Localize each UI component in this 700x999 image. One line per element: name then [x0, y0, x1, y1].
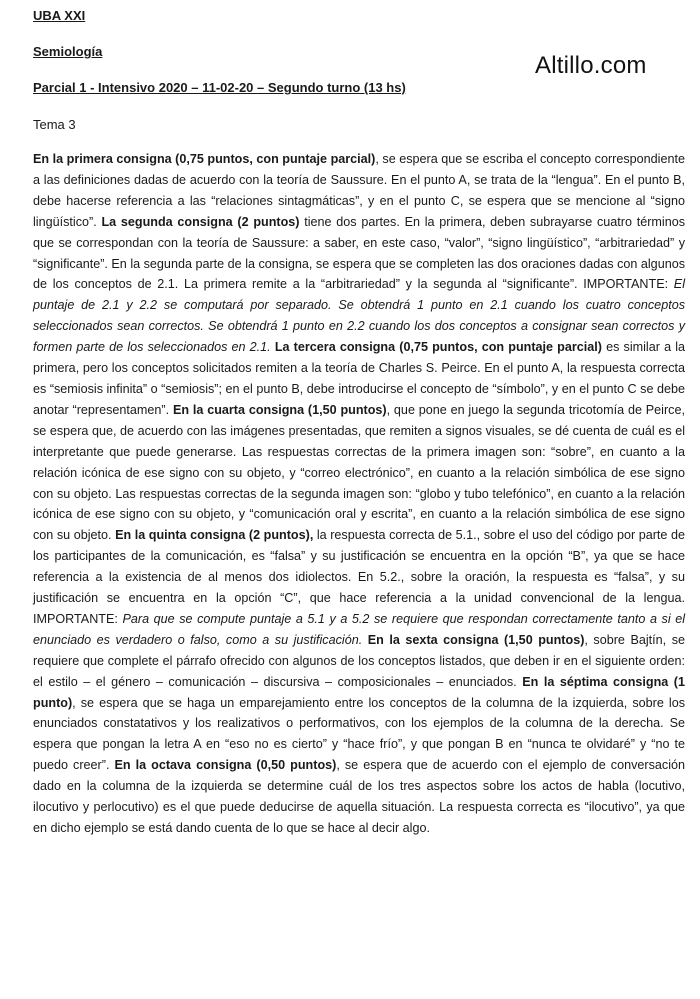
- consigna-7-text: , se espera que se haga un emparejamiento entre los conceptos de la columna de la izquierda, sobre los enunciados constatativos y los realizativos o performativos, con los ejemplos de la columna de la derecha. Se espera que pongan la letra A en “eso no es cierto” y “hace frío”, y que pongan B en “nunca te olvidaré” y “no te puedo creer”.: [33, 695, 685, 773]
- consigna-1-heading: En la primera consigna (0,75 puntos, con puntaje parcial): [33, 152, 376, 166]
- consigna-5-text: la respuesta correcta de 5.1., sobre el uso del código por parte de los participantes de la comunicación, es “falsa” y su justificación se encuentra en la opción “B”, ya que se hace referencia a la existencia de al menos dos idiolectos. En 5.2., sobre la oración, la respuesta es “falsa”, y su justificación se encuentra en la opción “C”, que hace referencia a la unidad convencional de la lengua. IMPORTANTE:: [33, 528, 685, 626]
- consigna-2-heading: La segunda consigna (2 puntos): [101, 214, 300, 229]
- consigna-5-heading: En la quinta consigna (2 puntos),: [115, 528, 314, 543]
- consigna-5-important-note: Para que se compute puntaje a 5.1 y a 5.2 se requiere que respondan correctamente tanto a si el enunciado es verdadero o falso, como a su justificación.: [33, 611, 685, 647]
- consigna-3-heading: La tercera consigna (0,75 puntos, con puntaje parcial): [274, 340, 602, 355]
- header-subject: Semiología: [33, 44, 103, 59]
- consigna-4-text: , que pone en juego la segunda tricotomía de Peirce, se espera que, de acuerdo con las imágenes presentadas, que remiten a signos visuales, se dé cuenta de cuál es el interpretante que puede generarse. Las respuestas correctas de la primera imagen son: “sobre”, en cuanto a la relación icónica de ese signo con su objeto, y “correo electrónico”, en cuanto a la relación simbólica de ese signo con su objeto. Las respuestas correctas de la segunda imagen son: “globo y tubo telefónico”, en cuanto a la relación icónica de ese signo con su objeto, y “comunicación oral y escrita”, en cuanto a la relación simbólica de ese signo con su objeto.: [33, 402, 685, 543]
- tema-label: Tema 3: [33, 117, 76, 132]
- header-exam-title: Parcial 1 - Intensivo 2020 – 11-02-20 – Segundo turno (13 hs): [33, 80, 406, 95]
- consigna-2-text: tiene dos partes. En la primera, deben subrayarse cuatro términos que se correspondan con la teoría de Saussure: a saber, en este caso, “valor”, “signo lingüístico”, “arbitrariedad” y “significante”. En la segunda parte de la consigna, se espera que se completen las dos oraciones dadas con algunos de los conceptos de 2.1. La primera remite a la “arbitrariedad” y la segunda al “significante”. IMPORTANTE:: [33, 214, 685, 292]
- answer-key-paragraph: [33, 149, 685, 839]
- consigna-6-text: , sobre Bajtín, se requiere que complete el párrafo ofrecido con algunos de los conceptos listados, que deben ir en el siguiente orden: el estilo – el género – comunicación – discursiva – composicionales – enunciados.: [33, 632, 685, 689]
- consigna-8-heading: En la octava consigna (0,50 puntos): [114, 758, 337, 773]
- consigna-1-text: , se espera que se escriba el concepto correspondiente a las definiciones dadas de acuerdo con la teoría de Saussure. En el punto A, se trata de la “lengua”. En el punto B, debe hacerse referencia a las “relaciones sintagmáticas”, y en el punto C, se espera que se mencione al “signo lingüístico”.: [33, 152, 685, 229]
- altillo-logo: Altillo.com: [535, 52, 647, 79]
- consigna-4-heading: En la cuarta consigna (1,50 puntos): [172, 402, 387, 417]
- header-institution: UBA XXI: [33, 8, 86, 23]
- consigna-6-heading: En la sexta consigna (1,50 puntos): [367, 632, 585, 647]
- consigna-8-text: , se espera que de acuerdo con el ejemplo de conversación dado en la columna de la izquierda se determine cuál de los tres aspectos sobre los actos de habla (locutivo, ilocutivo y perlocutivo) es el que puede deducirse de aquella situación. La respuesta correcta es “ilocutivo”, ya que en dicho ejemplo se está dando cuenta de lo que se hace al decir algo.: [33, 758, 685, 835]
- consigna-2-important-note: El puntaje de 2.1 y 2.2 se computará por separado. Se obtendrá 1 punto en 2.1 cuando los cuatro conceptos seleccionados sean correctos. Se obtendrá 1 punto en 2.2 cuando los dos conceptos a consignar sean correctos y formen parte de los seleccionados en 2.1.: [33, 277, 685, 355]
- consigna-7-heading: En la séptima consigna (1 punto): [33, 674, 686, 710]
- consigna-3-text: es similar a la primera, pero los conceptos solicitados remiten a la teoría de Charles S. Peirce. En el punto A, la respuesta correcta es “semiosis infinita” o “semiosis”; en el punto B, debe introducirse el concepto de “símbolo”, y en el punto C se debe anotar “representamen”.: [33, 340, 686, 417]
